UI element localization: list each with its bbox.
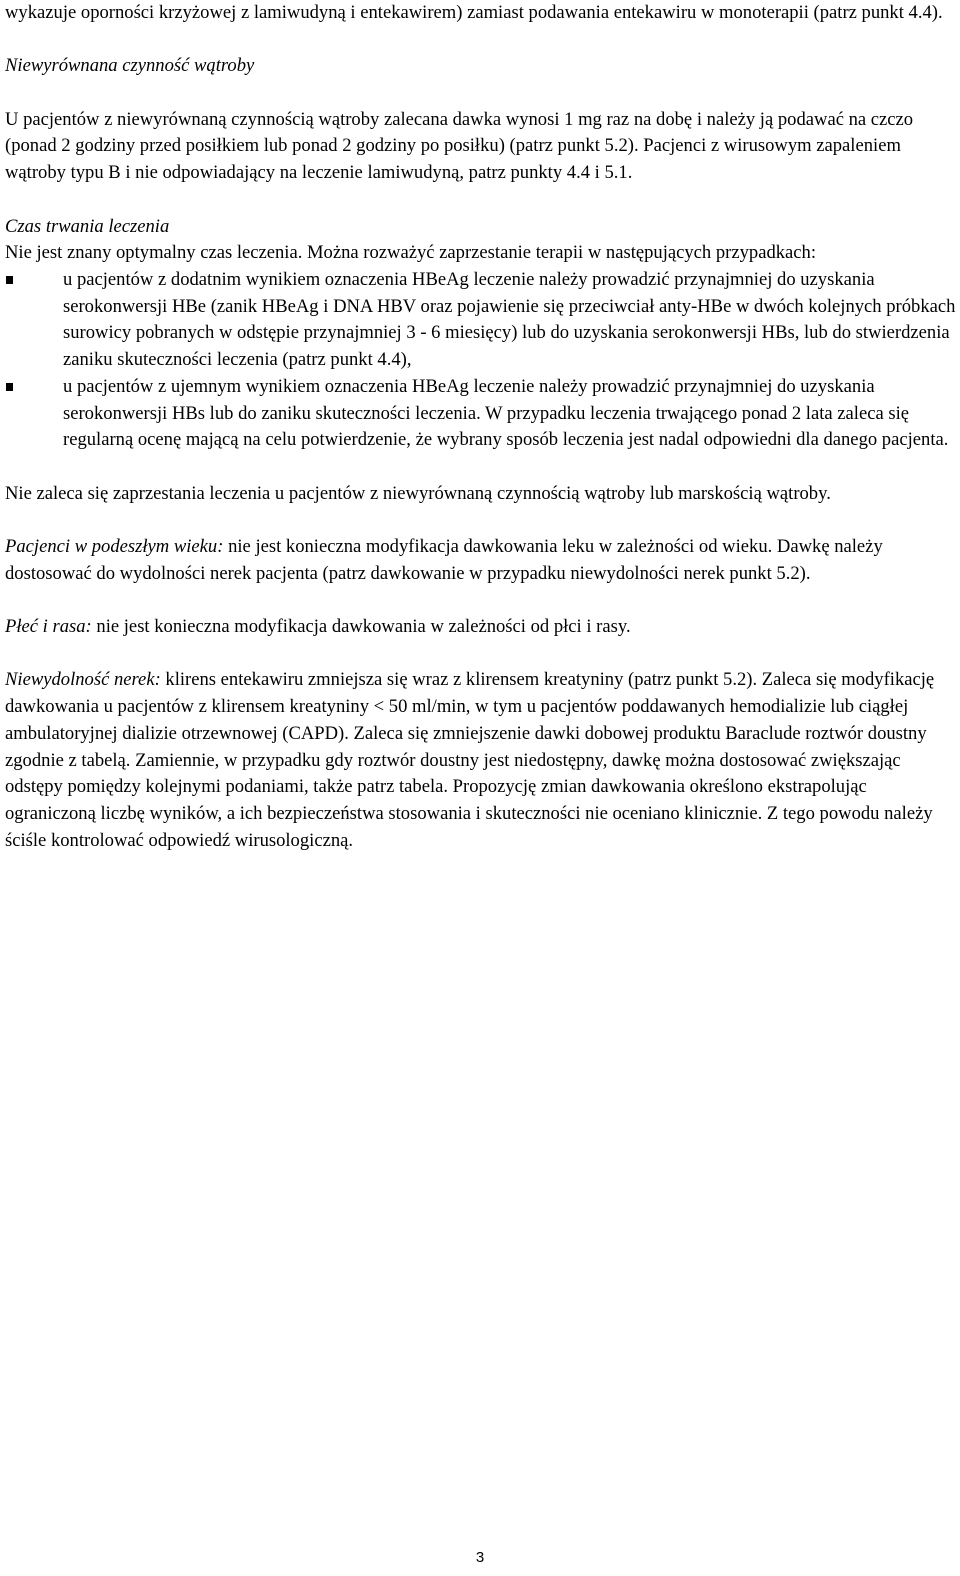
renal-lead: Niewydolność nerek: xyxy=(5,669,161,691)
list-item xyxy=(5,267,957,374)
page-number: 3 xyxy=(475,1549,485,1566)
discontinuation-list xyxy=(5,267,957,454)
gender-race-text: nie jest konieczna modyfikacja dawkowania w zależności od płci i rasy. xyxy=(96,616,631,638)
renal-text: klirens entekawiru zmniejsza się wraz z klirensem kreatyniny (patrz punkt 5.2). Zaleca się modyfikację dawkowania u pacjentów z klirensem kreatyniny < 50 ml/min, w tym u pacjentów poddawanych hemodializie lub ciągłej ambulatoryjnej dializie otrzewnowej (CAPD). Zaleca się zmniejszenie dawki dobowej produktu Baraclude roztwór doustny zgodnie z tabelą. Zamiennie, w przypadku gdy roztwór doustny jest niedostępny, dawkę można dostosować zwiększając odstępy pomiędzy kolejnymi podaniami, także patrz tabela. Propozycję zmian dawkowania określono ekstrapolując ograniczoną liczbę wyników, a ich bezpieczeństwa stosowania i skuteczności nie oceniano klinicznie. Z tego powodu należy ściśle kontrolować odpowiedź wirusologiczną. xyxy=(5,669,935,851)
elderly-paragraph xyxy=(5,534,957,587)
elderly-text: nie jest konieczna modyfikacja dawkowania leku w zależności od wieku. Dawkę należy dostosować do wydolności nerek pacjenta (patrz dawkowanie w przypadku niewydolności nerek punkt 5.2). xyxy=(5,535,883,584)
gender-race-lead: Płeć i rasa: xyxy=(5,616,92,638)
square-bullet-icon xyxy=(6,276,13,284)
renal-paragraph xyxy=(5,667,957,854)
document-page xyxy=(5,0,957,854)
list-item-text: u pacjentów z dodatnim wynikiem oznaczenia HBeAg leczenie należy prowadzić przynajmniej do uzyskania serokonwersji HBe (zanik HBeAg i DNA HBV oraz pojawienie się przeciwciał anty-HBe w dwóch kolejnych próbkach surowicy pobranych w odstępie przynajmniej 3 - 6 miesięcy) lub do uzyskania serokonwersji HBs, lub do stwierdzenia zaniku skuteczności leczenia (patrz punkt 4.4), xyxy=(63,268,956,371)
duration-intro: Nie jest znany optymalny czas leczenia. Można rozważyć zaprzestanie terapii w następujących przypadkach: xyxy=(5,242,817,264)
liver-paragraph: U pacjentów z niewyrównaną czynnością wątroby zalecana dawka wynosi 1 mg raz na dobę i należy ją podawać na czczo (ponad 2 godziny przed posiłkiem lub ponad 2 godziny po posiłku) (patrz punkt 5.2). Pacjenci z wirusowym zapaleniem wątroby typu B i nie odpowiadający na leczenie lamiwudyną, patrz punkty 4.4 i 5.1. xyxy=(5,108,914,184)
elderly-lead: Pacjenci w podeszłym wieku: xyxy=(5,535,224,557)
continuation-paragraph: wykazuje oporności krzyżowej z lamiwudyną i entekawirem) zamiast podawania entekawiru w monoterapii (patrz punkt 4.4). xyxy=(5,2,943,23)
square-bullet-icon xyxy=(6,383,13,391)
liver-heading: Niewyrównana czynność wątroby xyxy=(5,55,255,77)
duration-heading: Czas trwania leczenia xyxy=(5,215,170,237)
list-item xyxy=(5,374,957,454)
list-item-text: u pacjentów z ujemnym wynikiem oznaczenia HBeAg leczenie należy prowadzić przynajmniej do uzyskania serokonwersji HBs lub do zaniku skuteczności leczenia. W przypadku leczenia trwającego ponad 2 lata zaleca się regularną ocenę mającą na celu potwierdzenie, że wybrany sposób leczenia jest nadal odpowiedni dla danego pacjenta. xyxy=(63,375,949,451)
no-stop-paragraph: Nie zaleca się zaprzestania leczenia u pacjentów z niewyrównaną czynnością wątroby lub marskością wątroby. xyxy=(5,482,831,504)
gender-race-paragraph xyxy=(5,614,957,641)
